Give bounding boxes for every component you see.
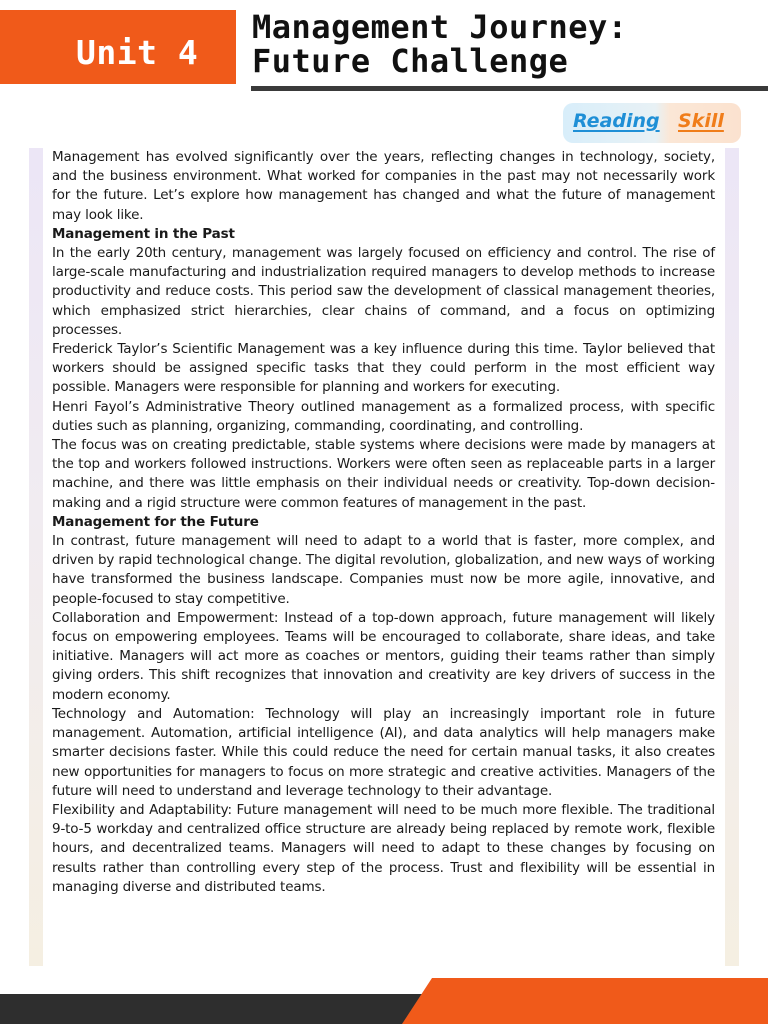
footer-orange-band [402,978,768,1024]
past-paragraph-1: In the early 20th century, management was largely focused on efficiency and control. The rise of large-scale manufacturing and industrialization required managers to develop methods to increase productivity and reduce costs. This period saw the development of classical management theories, which emphasized strict hierarchies, clear chains of command, and a focus on optimizing processes. [52,245,715,338]
past-paragraph-3: Henri Fayol’s Administrative Theory outlined management as a formalized process, with specific duties such as planning, organizing, commanding, coordinating, and controlling. [52,398,715,434]
future-paragraph-4: Flexibility and Adaptability: Future management will need to be much more flexible. The traditional 9-to-5 workday and centralized office structure are already being replaced by remote work, flexible hours, and decentralized teams. Managers will need to adapt to these changes by focusing on results rather than controlling every step of the process. Trust and flexibility will be essential in managing diverse and distributed teams. [52,801,715,895]
unit-label: Unit 4 [76,33,199,72]
section-heading-future: Management for the Future [52,513,259,530]
title-line-2: Future Challenge [252,42,569,80]
reading-passage [52,148,715,897]
section-heading-past: Management in the Past [52,225,235,242]
future-paragraph-2: Collaboration and Empowerment: Instead of a top-down approach, future management will likely focus on empowering employees. Teams will be encouraged to collaborate, share ideas, and take initiative. Managers will act more as coaches or mentors, guiding their teams rather than simply giving orders. This shift recognizes that innovation and creativity are key drivers of success in the modern economy. [52,609,715,703]
title-line-1: Management Journey: [252,8,628,46]
title-underline [251,86,768,91]
intro-paragraph: Management has evolved significantly over the years, reflecting changes in technology, society, and the business environment. What worked for companies in the past may not necessarily work for the future. Let’s explore how management has changed and what the future of management may look like. [52,149,715,223]
badge-reading-text: Reading [573,110,660,132]
past-paragraph-2: Frederick Taylor’s Scientific Management was a key influence during this time. Taylor believed that workers should be assigned specific tasks that they could perform in the most efficient way possible. Managers were responsible for planning and workers for executing. [52,341,715,396]
future-paragraph-1: In contrast, future management will need to adapt to a world that is faster, more complex, and driven by rapid technological change. The digital revolution, globalization, and new ways of working have transformed the business landscape. Companies must now be more agile, innovative, and people-focused to stay competitive. [52,533,715,607]
right-decorative-bar [725,148,739,966]
past-paragraph-4: The focus was on creating predictable, stable systems where decisions were made by managers at the top and workers followed instructions. Workers were often seen as replaceable parts in a larger machine, and there was little emphasis on their individual needs or creativity. Top-down decision-making and a rigid structure were common features of management in the past. [52,437,715,511]
left-decorative-bar [29,148,43,966]
page-title [252,10,752,78]
reading-skill-badge [563,103,741,143]
badge-skill-text: Skill [678,110,724,132]
unit-banner [0,10,236,84]
future-paragraph-3: Technology and Automation: Technology will play an increasingly important role in future management. Automation, artificial intelligence (AI), and data analytics will help managers make smarter decisions faster. While this could reduce the need for certain manual tasks, it also creates new opportunities for managers to focus on more strategic and creative activities. Managers of the future will need to understand and leverage technology to their advantage. [52,705,715,799]
